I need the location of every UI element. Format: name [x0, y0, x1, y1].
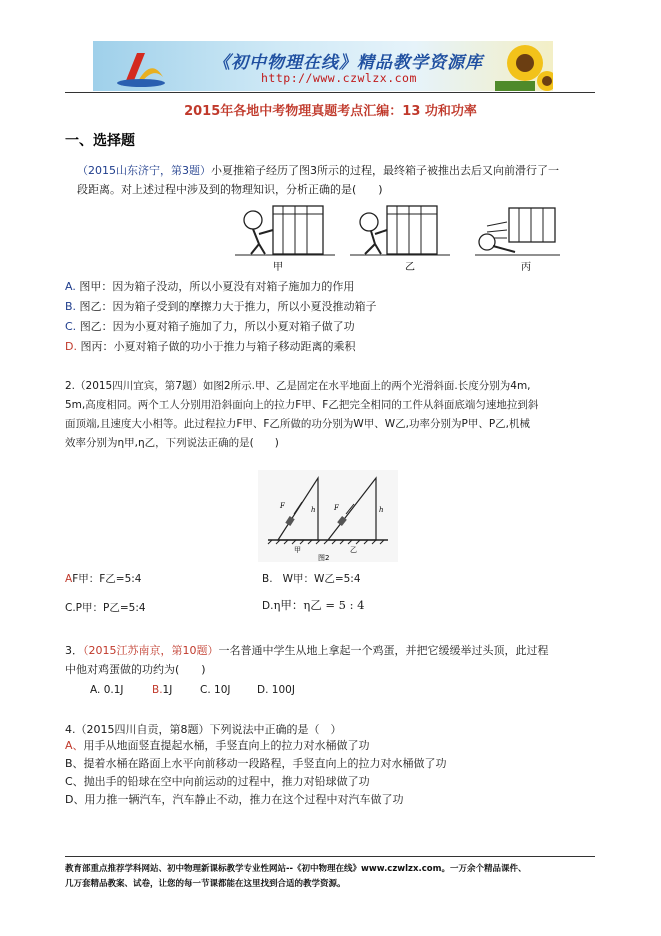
q1-figure-label-bing: 丙: [521, 262, 531, 273]
q3-option-c[interactable]: [200, 684, 230, 696]
q2-figure-inclines: [258, 470, 398, 562]
question-3-stem: [65, 641, 625, 660]
option-letter: C.: [200, 684, 211, 696]
q1-options: [65, 277, 625, 357]
option-text: 1J: [162, 684, 173, 696]
q4-option-c[interactable]: [65, 773, 625, 791]
q2-figure-label-yi: 乙: [350, 546, 357, 554]
q3-option-a[interactable]: [90, 684, 123, 696]
q4-options: [65, 737, 625, 809]
question-2-stem: [65, 377, 625, 453]
option-letter: A: [65, 573, 73, 585]
question-4-stem: 4.（2015四川自贡，第8题）下列说法中正确的是（ ）: [65, 723, 342, 736]
banner-url[interactable]: http://www.czwlzx.com: [261, 71, 417, 85]
q1-stem-line1: 小夏推箱子经历了图3所示的过程，最终箱子被推出去后又向前滑行了一: [211, 164, 559, 177]
q3-stem-line2: 中他对鸡蛋做的功约为( ): [65, 663, 206, 676]
option-letter: A.: [65, 280, 76, 293]
q1-figure-bing: [475, 208, 560, 255]
option-letter: D.: [65, 340, 77, 353]
q1-option-d[interactable]: [65, 337, 625, 357]
q1-figure-yi: [350, 206, 450, 255]
q4-option-b[interactable]: [65, 755, 625, 773]
option-text: 0.1J: [103, 684, 124, 696]
option-text: P甲：P乙=5:4: [75, 602, 146, 614]
footer-line2: 几万套精品教案、试卷，让您的每一节课都能在这里找到合适的教学资源。: [65, 879, 346, 889]
q2-option-a[interactable]: [65, 571, 141, 586]
q2-force-label-right: F: [334, 504, 339, 512]
option-text: 抛出手的铅球在空中向前运动的过程中，推力对铅球做了功: [83, 775, 370, 788]
q1-option-c[interactable]: [65, 317, 625, 337]
option-text: 用手从地面竖直提起水桶，手竖直向上的拉力对水桶做了功: [83, 739, 370, 752]
option-text: 图丙：小夏对箱子做的功小于推力与箱子移动距离的乘积: [80, 340, 356, 353]
q2-option-b[interactable]: [262, 571, 361, 586]
q3-option-b[interactable]: [152, 684, 172, 696]
q3-number: 3．: [65, 644, 83, 657]
section-heading: 一、选择题: [65, 133, 135, 149]
sunflower-image: [495, 41, 553, 91]
header-banner: [93, 41, 553, 91]
q2-option-d[interactable]: [262, 597, 364, 613]
q2-stem-line1: 2.（2015四川宜宾，第7题）如图2所示.甲、乙是固定在水平地面上的两个光滑斜面.长度分别为4m,: [65, 380, 531, 392]
option-letter: C、: [65, 775, 84, 788]
option-letter: B.: [152, 684, 163, 696]
q1-figure-jia: [235, 206, 335, 255]
q1-stem-line2: 段距离。对上述过程中涉及到的物理知识，分析正确的是( ): [77, 183, 383, 196]
q2-stem-line2: 5m,高度相同。两个工人分别用沿斜面向上的拉力F甲、F乙把完全相同的工件从斜面底端匀速地拉到斜: [65, 399, 539, 411]
option-letter: D.: [262, 600, 274, 612]
q1-option-b[interactable]: [65, 297, 625, 317]
banner-title: 《初中物理在线》精品教学资源库: [213, 53, 483, 73]
q1-figure-label-jia: 甲: [273, 262, 283, 273]
q4-option-a[interactable]: [65, 737, 625, 755]
question-1-stem: [77, 161, 617, 180]
option-letter: A、: [65, 739, 84, 752]
option-text: 用力推一辆汽车，汽车静止不动，推力在这个过程中对汽车做了功: [84, 793, 404, 806]
option-letter: D、: [65, 793, 85, 806]
q2-height-label-left: h: [311, 506, 316, 514]
option-text: 图乙：因为箱子受到的摩擦力大于推力，所以小夏没推动箱子: [79, 300, 377, 313]
option-letter: B.: [65, 300, 77, 313]
site-logo: [111, 47, 171, 87]
footer-rule: [65, 856, 595, 857]
q2-figure-caption: 图2: [318, 554, 330, 562]
option-letter: B.: [262, 573, 273, 585]
q1-figure-pushing-box: [225, 200, 565, 275]
q2-figure-label-jia: 甲: [294, 546, 301, 554]
option-letter: D.: [257, 684, 269, 696]
q3-stem-line1: 一名普通中学生从地上拿起一个鸡蛋，并把它缓缓举过头顶，此过程: [218, 644, 549, 657]
footer-line1: 教育部重点推荐学科网站、初中物理新课标教学专业性网站--《初中物理在线》www.czwlzx.com。一万余个精品课件、: [65, 864, 527, 874]
option-text: 100J: [271, 684, 295, 696]
option-text: F甲：F乙=5:4: [72, 573, 142, 585]
option-text: η甲：η乙 = 5 : 4: [273, 598, 365, 612]
q2-force-label-left: F: [280, 502, 285, 510]
q4-option-d[interactable]: [65, 791, 625, 809]
document-title: 2015年各地中考物理真题考点汇编：13 功和功率: [184, 104, 477, 119]
option-text: W甲：W乙=5:4: [282, 573, 361, 585]
q2-stem-line4: 效率分别为η甲,η乙，下列说法正确的是( ): [65, 437, 279, 449]
header-rule: [65, 92, 595, 93]
q3-source: （2015江苏南京，第10题）: [83, 644, 219, 657]
q2-option-c[interactable]: [65, 600, 146, 615]
option-letter: C.: [65, 602, 76, 614]
q2-stem-line3: 面顶端,且速度大小相等。此过程拉力F甲、F乙所做的功分别为W甲、W乙,功率分别为P甲、P乙,机械: [65, 418, 531, 430]
option-text: 图乙：因为小夏对箱子施加了力，所以小夏对箱子做了功: [79, 320, 355, 333]
q2-height-label-right: h: [379, 506, 384, 514]
footer-text: [65, 862, 605, 892]
q1-source: （2015山东济宁，第3题）: [77, 164, 211, 177]
option-letter: C.: [65, 320, 77, 333]
q1-figure-label-yi: 乙: [405, 262, 415, 273]
option-letter: B、: [65, 757, 84, 770]
option-text: 图甲：因为箱子没动，所以小夏没有对箱子施加力的作用: [79, 280, 355, 293]
option-letter: A.: [90, 684, 101, 696]
q1-option-a[interactable]: [65, 277, 625, 297]
q3-option-d[interactable]: [257, 684, 295, 696]
option-text: 提着水桶在路面上水平向前移动一段路程，手竖直向上的拉力对水桶做了功: [83, 757, 447, 770]
option-text: 10J: [214, 684, 231, 696]
